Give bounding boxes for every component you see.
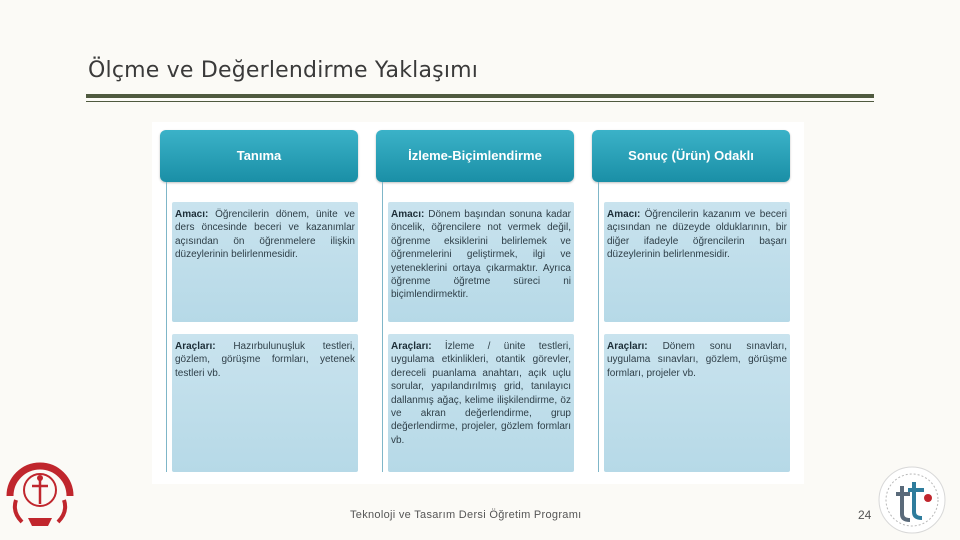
tools-box xyxy=(388,334,574,472)
assessment-diagram xyxy=(152,122,804,484)
column-izleme-bicimlendirme xyxy=(376,130,574,476)
meb-emblem-icon xyxy=(2,448,78,530)
connector-line xyxy=(382,182,383,472)
aim-box xyxy=(604,202,790,322)
column-header xyxy=(376,130,574,182)
aim-label: Amacı: xyxy=(391,209,425,220)
tools-text: İzleme / ünite testleri, uygulama etkinlikleri, otantik görevler, dereceli puanlama anahtarı, açık uçlu sorular, yapılandırılmış grid, tanılayıcı dallanmış ağaç, kelime ilişkilendirme, öz ve akran değerlendirme, grup değerlendirme, projeler, gözlem formları vb. xyxy=(391,341,572,446)
tools-text: Hazırbulunuşluk testleri, gözlem, görüşme formları, yetenek testleri vb. xyxy=(175,341,356,379)
footer-text: Teknoloji ve Tasarım Dersi Öğretim Programı xyxy=(350,509,582,521)
column-tanima xyxy=(160,130,358,476)
aim-text: Öğrencilerin dönem, ünite ve ders öncesinde beceri ve kazanımlar açısından ön öğrenmelere ilişkin düzeylerinin belirlenmesidir. xyxy=(175,209,355,261)
aim-box xyxy=(172,202,358,322)
teknoloji-tasarim-logo-icon xyxy=(876,464,948,536)
page-number: 24 xyxy=(858,508,872,522)
connector-line xyxy=(166,182,167,472)
aim-label: Amacı: xyxy=(607,209,641,220)
aim-box xyxy=(388,202,574,322)
page-title: Ölçme ve Değerlendirme Yaklaşımı xyxy=(88,58,479,83)
column-header-label: Tanıma xyxy=(236,148,282,163)
aim-text: Öğrencilerin kazanım ve beceri açısından ne düzeyde olduklarının, bir diğer ifadeyle öğrencilerin başarı düzeylerinin belirlenmesidir. xyxy=(607,209,788,261)
title-divider xyxy=(86,94,874,98)
column-header-label: Sonuç (Ürün) Odaklı xyxy=(628,148,754,163)
column-header-label: İzleme-Biçimlendirme xyxy=(408,148,542,163)
tools-label: Araçları: xyxy=(607,341,648,352)
aim-label: Amacı: xyxy=(175,209,209,220)
column-header xyxy=(160,130,358,182)
aim-text: Dönem başından sonuna kadar öncelik, öğrencilere not vermek değil, öğrenme eksiklerini belirlemek ve öğrenmelerini geliştirmek, ilgi ve yeteneklerini ortaya çıkarmaktır. Ayrıca öğrenme öğretme süreci ni biçimlendirmektir. xyxy=(391,209,571,301)
tools-text: Dönem sonu sınavları, uygulama sınavları, gözlem, görüşme formları, projeler vb. xyxy=(607,341,787,379)
tools-label: Araçları: xyxy=(175,341,216,352)
column-sonuc-odakli xyxy=(592,130,790,476)
column-header xyxy=(592,130,790,182)
tools-label: Araçları: xyxy=(391,341,432,352)
tools-box xyxy=(172,334,358,472)
connector-line xyxy=(598,182,599,472)
title-divider-thin xyxy=(86,101,874,102)
tools-box xyxy=(604,334,790,472)
